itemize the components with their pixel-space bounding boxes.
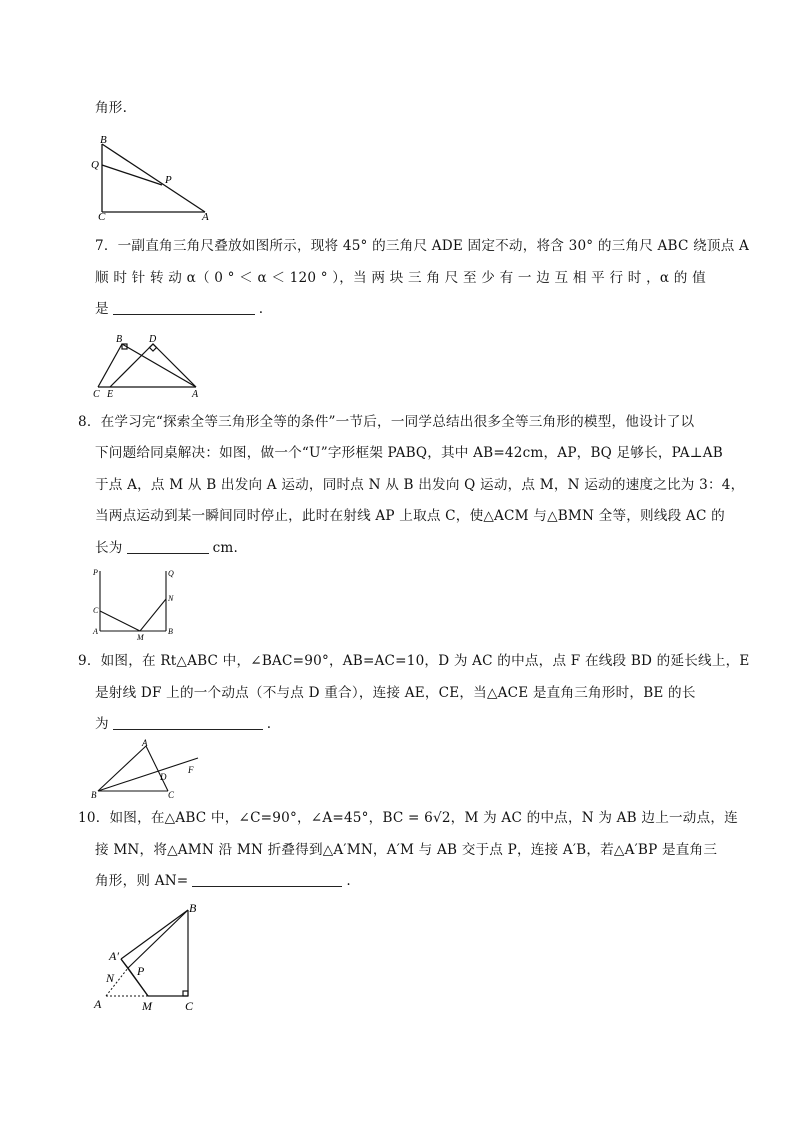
label-a-prime: A′	[109, 949, 119, 963]
q10-line3	[95, 871, 351, 891]
q8-line1: 8．在学习完“探索全等三角形全等的条件”一节后，一同学总结出很多全等三角形的模型，他设计了以	[78, 414, 695, 430]
q9-line3	[95, 714, 271, 734]
label-m: M	[137, 633, 144, 640]
label-c: C	[168, 790, 175, 800]
label-b: B	[91, 790, 97, 800]
label-a: A	[94, 997, 102, 1011]
label-d: D	[160, 772, 167, 782]
label-c: C	[98, 211, 106, 222]
q10-answer-blank[interactable]	[192, 872, 342, 887]
q8-line4: 当两点运动到某一瞬间同时停止，此时在射线 AP 上取点 C，使△ACM 与△BMN 全等，则线段 AC 的	[95, 508, 725, 524]
q8-line2: 下问题给同桌解决：如图，做一个“U”字形框架 PABQ，其中 AB=42cm，AP，BQ 足够长，PA⊥AB	[95, 445, 723, 461]
label-b: B	[116, 334, 123, 345]
label-n: N	[168, 594, 174, 603]
label-q: Q	[91, 159, 99, 171]
label-a: A	[202, 211, 209, 222]
figure-q9	[88, 736, 206, 800]
q7-line1: 7．一副直角三角尺叠放如图所示，现将 45° 的三角尺 ADE 固定不动，将含 30° 的三角尺 ABC 绕顶点 A	[95, 238, 750, 254]
q9-answer-blank[interactable]	[113, 715, 263, 730]
prev-question-tail: 角形.	[95, 100, 128, 116]
q8-line5	[95, 538, 238, 558]
q10-line1: 10．如图，在△ABC 中，∠C=90°，∠A=45°，BC = 6√2，M 为 AC 的中点，N 为 AB 边上一动点，连	[78, 810, 738, 826]
label-p: P	[137, 964, 145, 978]
label-b: B	[168, 627, 173, 636]
q9-prefix: 为	[95, 716, 109, 732]
label-c: C	[185, 999, 194, 1013]
q7-line2: 顺 时 针 转 动 α（ 0 ° ＜ α ＜ 120 ° ），当 两 块 三 角 尺 至 少 有 一 边 互 相 平 行 时 ，α 的 值	[95, 270, 706, 286]
label-c: C	[93, 389, 100, 400]
q8-prefix: 长为	[95, 540, 123, 556]
q7-line3	[95, 299, 263, 319]
q8-answer-blank[interactable]	[127, 539, 209, 554]
q8-line3: 于点 A，点 M 从 B 出发向 A 运动，同时点 N 从 B 出发向 Q 运动，点 M，N 运动的速度之比为 3：4，	[95, 477, 745, 493]
q7-period: .	[258, 301, 264, 317]
figure-q10	[88, 898, 208, 1018]
q9-period: .	[266, 716, 272, 732]
label-a: A	[142, 738, 148, 748]
figure-q6	[90, 132, 220, 222]
q8-unit: cm.	[212, 540, 239, 556]
q7-answer-blank[interactable]	[113, 300, 255, 315]
q7-prefix: 是	[95, 301, 109, 317]
label-p: P	[165, 174, 172, 186]
figure-q7	[88, 330, 206, 400]
label-d: D	[149, 334, 157, 345]
label-c: C	[93, 606, 99, 615]
q9-line2: 是射线 DF 上的一个动点（不与点 D 重合），连接 AE，CE，当△ACE 是直角三角形时，BE 的长	[95, 685, 696, 701]
figure-q8	[90, 565, 180, 640]
label-a: A	[93, 627, 98, 636]
label-q: Q	[168, 569, 174, 578]
label-m: M	[142, 999, 152, 1013]
label-p: P	[93, 568, 98, 577]
q10-prefix: 角形，则 AN=	[95, 873, 189, 889]
label-b: B	[100, 134, 107, 146]
label-n: N	[106, 971, 115, 985]
q10-period: .	[346, 873, 351, 889]
label-b: B	[189, 901, 197, 915]
label-e: E	[107, 389, 114, 400]
q10-line2: 接 MN，将△AMN 沿 MN 折叠得到△A′MN，A′M 与 AB 交于点 P，连接 A′B，若△A′BP 是直角三	[95, 842, 718, 858]
q9-line1: 9．如图，在 Rt△ABC 中，∠BAC=90°，AB=AC=10，D 为 AC 的中点，点 F 在线段 BD 的延长线上，E	[78, 653, 750, 669]
label-a: A	[192, 389, 199, 400]
label-f: F	[188, 765, 194, 775]
